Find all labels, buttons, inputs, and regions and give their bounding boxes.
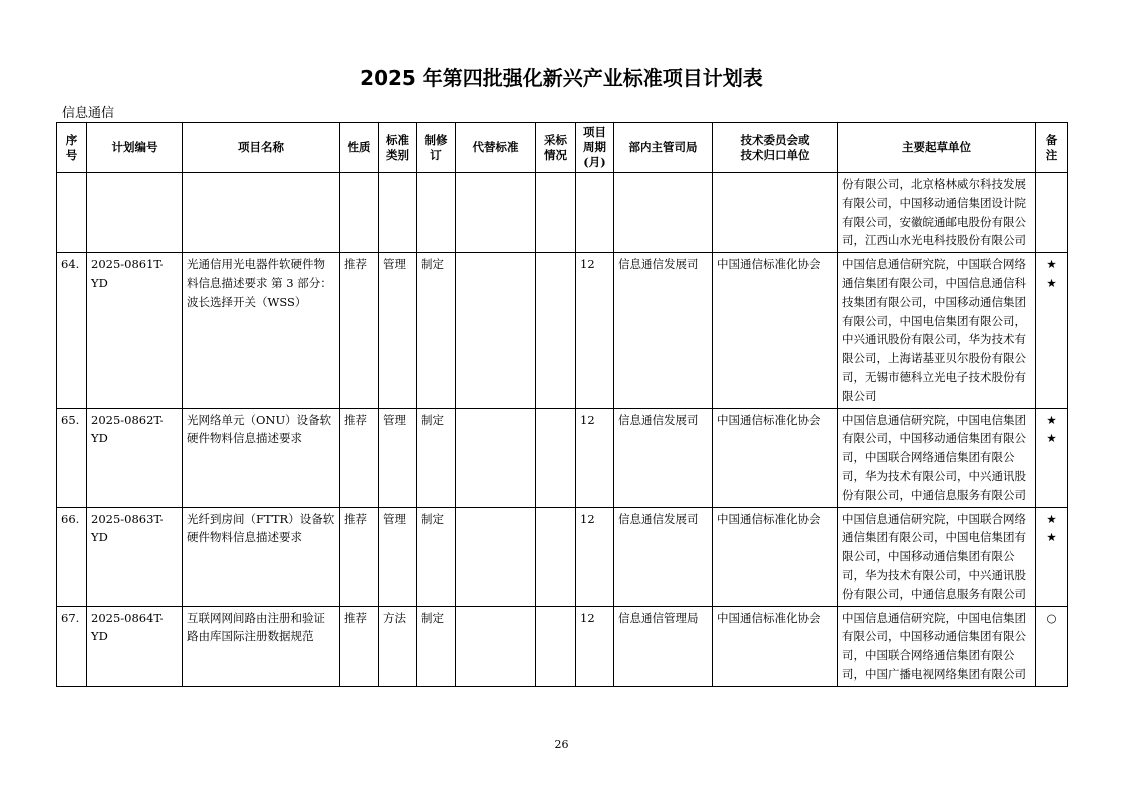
drafting-units-cell: 中国信息通信研究院，中国电信集团有限公司，中国移动通信集团有限公司，中国联合网络通信集团有限公司，华为技术有限公司，中兴通讯股份有限公司，中通信息服务有限公司 [838, 408, 1036, 507]
committee-cell: 中国通信标准化协会 [713, 507, 838, 606]
type-cell: 管理 [379, 507, 417, 606]
header-nature: 性质 [340, 123, 379, 173]
row-no: 65. [57, 408, 87, 507]
table-row-continued [57, 173, 1068, 253]
project-name-cell: 光通信用光电器件软硬件物料信息描述要求 第 3 部分：波长选择开关（WSS） [183, 253, 340, 408]
revision-cell: 制定 [417, 253, 456, 408]
drafting-units-cell: 份有限公司，北京格林威尔科技发展有限公司，中国移动通信集团设计院有限公司，安徽皖通邮电股份有限公司，江西山水光电科技股份有限公司 [838, 173, 1036, 253]
row-no: 64. [57, 253, 87, 408]
project-name-cell: 互联网网间路由注册和验证路由库国际注册数据规范 [183, 606, 340, 686]
nature-cell: 推荐 [340, 408, 379, 507]
remark-star-icon: ★ ★ [1036, 507, 1068, 606]
remark-star-icon: ★ ★ [1036, 408, 1068, 507]
replaces-cell [456, 253, 536, 408]
header-no: 序 号 [57, 123, 87, 173]
period-cell: 12 [576, 253, 614, 408]
nature-cell: 推荐 [340, 606, 379, 686]
department-cell: 信息通信管理局 [614, 606, 713, 686]
department-cell: 信息通信发展司 [614, 507, 713, 606]
project-name-cell: 光网络单元（ONU）设备软硬件物料信息描述要求 [183, 408, 340, 507]
revision-cell: 制定 [417, 507, 456, 606]
adoption-cell [536, 253, 576, 408]
header-committee: 技术委员会或 技术归口单位 [713, 123, 838, 173]
header-plan-no: 计划编号 [87, 123, 183, 173]
header-replaces: 代替标准 [456, 123, 536, 173]
committee-cell: 中国通信标准化协会 [713, 606, 838, 686]
drafting-units-cell: 中国信息通信研究院，中国联合网络通信集团有限公司，中国信息通信科技集团有限公司，中国移动通信集团有限公司，中国电信集团有限公司，中兴通讯股份有限公司，华为技术有限公司，上海诺基亚贝尔股份有限公司，无锡市德科立光电子技术股份有限公司 [838, 253, 1036, 408]
header-department: 部内主管司局 [614, 123, 713, 173]
period-cell: 12 [576, 606, 614, 686]
row-no: 66. [57, 507, 87, 606]
revision-cell: 制定 [417, 408, 456, 507]
header-adoption: 采标 情况 [536, 123, 576, 173]
drafting-units-cell: 中国信息通信研究院，中国电信集团有限公司，中国移动通信集团有限公司，中国联合网络通信集团有限公司，中国广播电视网络集团有限公司 [838, 606, 1036, 686]
adoption-cell [536, 606, 576, 686]
header-standard-type: 标准 类别 [379, 123, 417, 173]
row-no: 67. [57, 606, 87, 686]
header-revision: 制修 订 [417, 123, 456, 173]
replaces-cell [456, 606, 536, 686]
adoption-cell [536, 507, 576, 606]
page-number: 26 [554, 738, 569, 751]
standards-plan-table [56, 122, 1068, 687]
remark-circle-icon: ○ [1036, 606, 1068, 686]
project-name-cell: 光纤到房间（FTTR）设备软硬件物料信息描述要求 [183, 507, 340, 606]
table-row [57, 507, 1068, 606]
header-project-name: 项目名称 [183, 123, 340, 173]
plan-no-cell: 2025-0861T-YD [87, 253, 183, 408]
drafting-units-cell: 中国信息通信研究院，中国联合网络通信集团有限公司，中国电信集团有限公司，中国移动通信集团有限公司，华为技术有限公司，中兴通讯股份有限公司，中通信息服务有限公司 [838, 507, 1036, 606]
nature-cell: 推荐 [340, 507, 379, 606]
nature-cell: 推荐 [340, 253, 379, 408]
header-row [57, 123, 1068, 173]
plan-no-cell: 2025-0862T-YD [87, 408, 183, 507]
replaces-cell [456, 408, 536, 507]
type-cell: 管理 [379, 408, 417, 507]
remark-star-icon: ★ ★ [1036, 253, 1068, 408]
committee-cell: 中国通信标准化协会 [713, 253, 838, 408]
type-cell: 方法 [379, 606, 417, 686]
page-title: 2025 年第四批强化新兴产业标准项目计划表 [360, 66, 763, 90]
department-cell: 信息通信发展司 [614, 253, 713, 408]
table-row [57, 253, 1068, 408]
header-period: 项目 周期 (月) [576, 123, 614, 173]
header-remark: 备 注 [1036, 123, 1068, 173]
period-cell: 12 [576, 408, 614, 507]
table-row [57, 408, 1068, 507]
category-label: 信息通信 [62, 106, 115, 121]
table-row [57, 606, 1068, 686]
committee-cell: 中国通信标准化协会 [713, 408, 838, 507]
replaces-cell [456, 507, 536, 606]
plan-no-cell: 2025-0864T-YD [87, 606, 183, 686]
type-cell: 管理 [379, 253, 417, 408]
revision-cell: 制定 [417, 606, 456, 686]
adoption-cell [536, 408, 576, 507]
header-drafting-units: 主要起草单位 [838, 123, 1036, 173]
plan-no-cell: 2025-0863T-YD [87, 507, 183, 606]
department-cell: 信息通信发展司 [614, 408, 713, 507]
period-cell: 12 [576, 507, 614, 606]
